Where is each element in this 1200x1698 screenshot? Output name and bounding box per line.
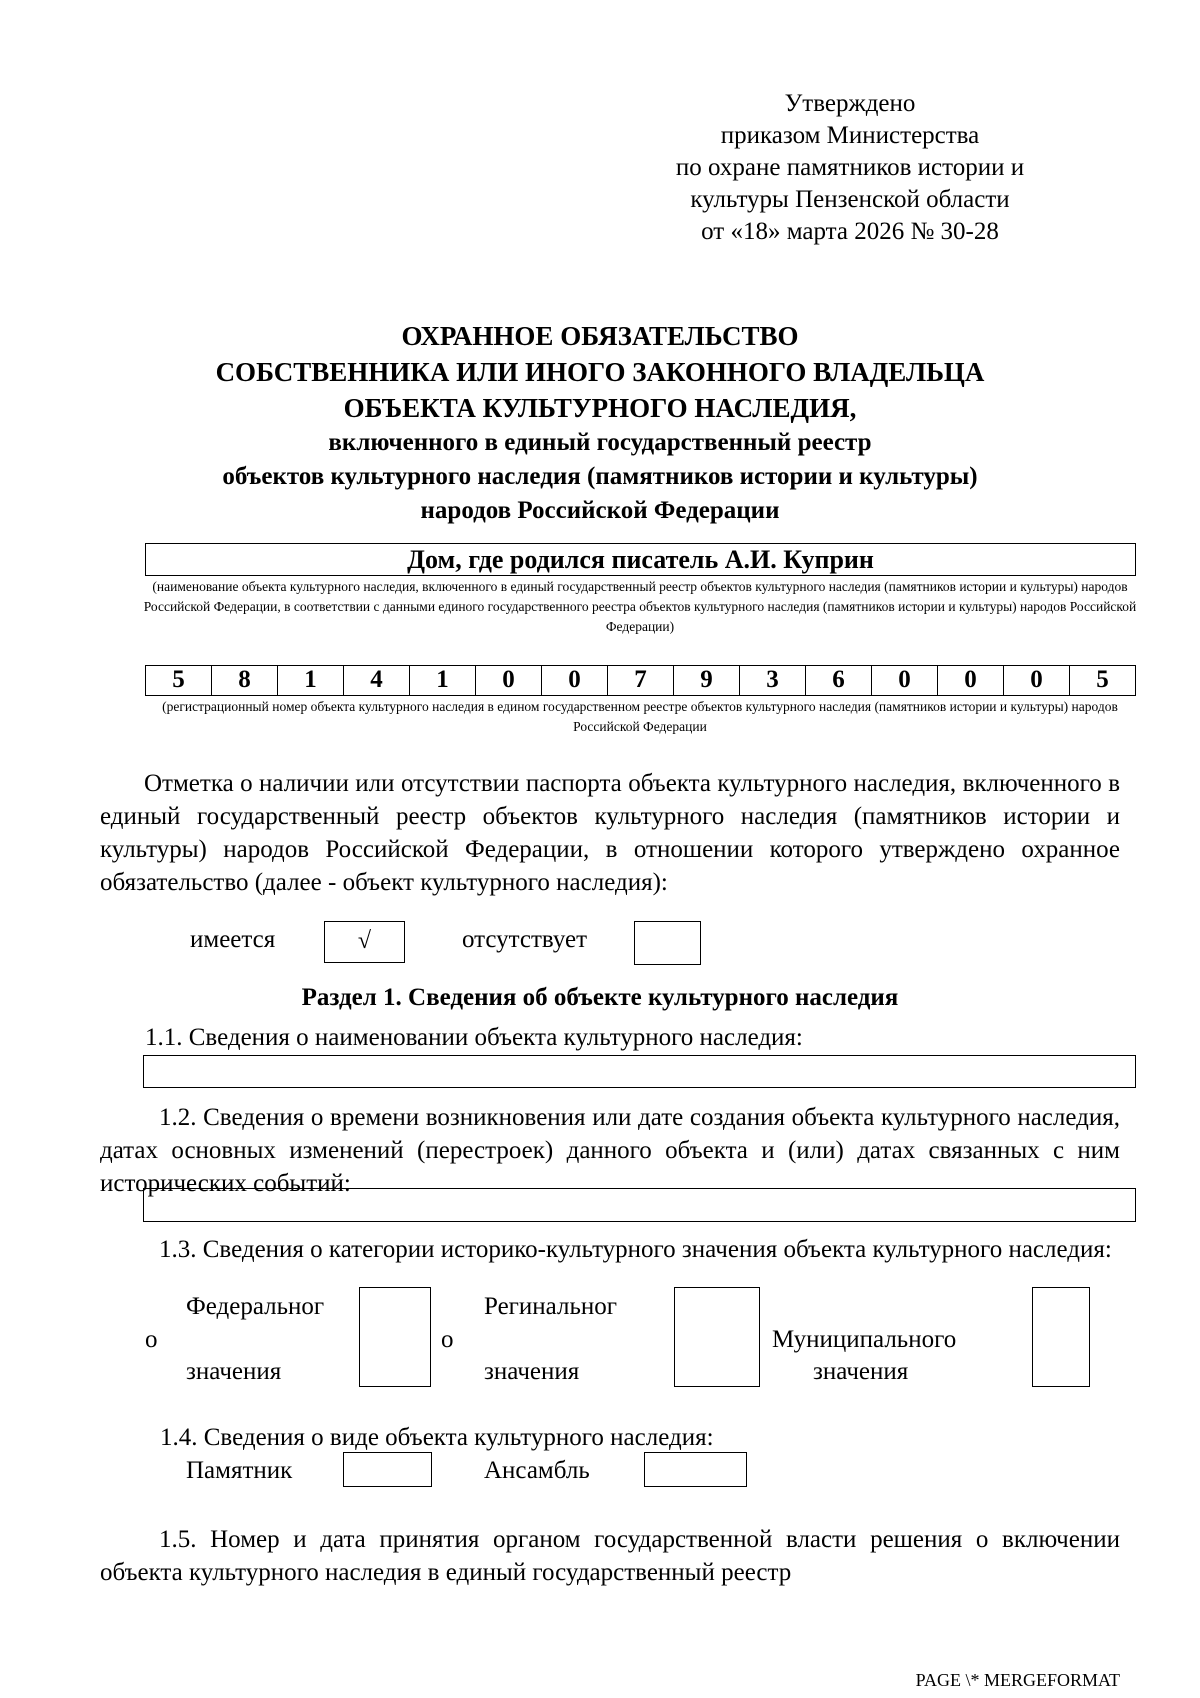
category-federal-label-2: значения bbox=[186, 1358, 282, 1385]
registration-number-grid bbox=[145, 665, 1136, 696]
passport-absent-checkbox[interactable] bbox=[634, 921, 701, 965]
passport-exists-label: имеется bbox=[190, 926, 276, 953]
category-regional-label: Регинальног bbox=[484, 1293, 618, 1320]
approval-line: по охране памятников истории и bbox=[675, 154, 1025, 181]
subtitle-line: объектов культурного наследия (памятников истории и культуры) bbox=[222, 463, 978, 490]
registration-digit: 1 bbox=[278, 666, 344, 695]
category-municipal-label-2: значения bbox=[813, 1358, 909, 1385]
kind-ensemble-label: Ансамбль bbox=[484, 1457, 590, 1484]
subtitle-line: народов Российской Федерации bbox=[420, 497, 780, 524]
title-line: ОБЪЕКТА КУЛЬТУРНОГО НАСЛЕДИЯ, bbox=[343, 393, 857, 423]
registration-digit: 3 bbox=[740, 666, 806, 695]
object-naming-field[interactable] bbox=[143, 1055, 1136, 1088]
registration-digit: 8 bbox=[212, 666, 278, 695]
category-municipal-label: Муниципального bbox=[772, 1326, 957, 1353]
category-regional-label-2: значения bbox=[484, 1358, 580, 1385]
passport-exists-checkbox[interactable]: √ bbox=[324, 921, 405, 963]
registration-digit: 7 bbox=[608, 666, 674, 695]
item-1-3-label: 1.3. Сведения о категории историко-культурного значения объекта культурного наследия: bbox=[159, 1236, 1112, 1263]
registration-digit: 0 bbox=[1004, 666, 1070, 695]
registration-digit: 0 bbox=[542, 666, 608, 695]
page-footer: PAGE \* MERGEFORMAT bbox=[915, 1670, 1120, 1690]
approval-stamp bbox=[640, 88, 1060, 248]
registration-digit: 5 bbox=[146, 666, 212, 695]
kind-monument-label: Памятник bbox=[186, 1457, 293, 1484]
registration-digit: 0 bbox=[872, 666, 938, 695]
category-municipal-checkbox[interactable] bbox=[1032, 1287, 1090, 1387]
category-regional-checkbox[interactable] bbox=[674, 1287, 760, 1387]
object-dates-field[interactable] bbox=[143, 1188, 1136, 1222]
item-1-4-label: 1.4. Сведения о виде объекта культурного наследия: bbox=[160, 1424, 714, 1451]
subtitle-line: включенного в единый государственный реестр bbox=[328, 429, 872, 456]
category-federal-checkbox[interactable] bbox=[359, 1287, 431, 1387]
passport-note: Отметка о наличии или отсутствии паспорта объекта культурного наследия, включенного в единый государственный реестр объектов культурного наследия (памятников истории и культуры) народов Российской Федерации, в отношении которого утверждено охранное обязательство (далее - объект культурного наследия): bbox=[100, 770, 1120, 896]
category-federal-label-tail: о bbox=[145, 1326, 158, 1353]
section-1-heading: Раздел 1. Сведения об объекте культурного наследия bbox=[301, 984, 899, 1011]
approval-line: Утверждено bbox=[784, 90, 916, 117]
document-subtitle bbox=[100, 426, 1100, 528]
registration-digit: 6 bbox=[806, 666, 872, 695]
object-name-field: Дом, где родился писатель А.И. Куприн bbox=[145, 543, 1136, 576]
registration-digit: 4 bbox=[344, 666, 410, 695]
registration-digit: 5 bbox=[1096, 666, 1109, 693]
passport-absent-label: отсутствует bbox=[462, 926, 588, 953]
kind-ensemble-checkbox[interactable] bbox=[644, 1452, 747, 1487]
kind-monument-checkbox[interactable] bbox=[343, 1452, 432, 1487]
document-title bbox=[100, 318, 1100, 426]
approval-line: от «18» марта 2026 № 30-28 bbox=[701, 218, 999, 245]
registration-digit: 9 bbox=[674, 666, 740, 695]
registration-caption: (регистрационный номер объекта культурного наследия в едином государственном реестре объектов культурного наследия (памятников истории и культуры) народов Российской Федерации bbox=[162, 699, 1118, 734]
item-1-5-label: 1.5. Номер и дата принятия органом государственной власти решения о включении объекта культурного наследия в единый государственный реестр bbox=[100, 1526, 1120, 1586]
registration-digit: 1 bbox=[410, 666, 476, 695]
item-1-2-label: 1.2. Сведения о времени возникновения или дате создания объекта культурного наследия, датах основных изменений (перестроек) данного объекта и (или) датах связанных с ним исторических событий: bbox=[100, 1104, 1120, 1197]
approval-line: культуры Пензенской области bbox=[690, 186, 1010, 213]
category-regional-label-tail: о bbox=[441, 1326, 454, 1353]
title-line: СОБСТВЕННИКА ИЛИ ИНОГО ЗАКОННОГО ВЛАДЕЛЬЦА bbox=[215, 357, 985, 387]
title-line: ОХРАННОЕ ОБЯЗАТЕЛЬСТВО bbox=[401, 321, 799, 351]
object-name-caption: (наименование объекта культурного наследия, включенного в единый государственный реестр объектов культурного наследия (памятников истории и культуры) народов Российской Федерации, в соответствии с данными единого государственного реестра объектов культурного наследия (памятников истории и культуры) народов Российской Федерации) bbox=[143, 579, 1137, 634]
registration-digit: 0 bbox=[476, 666, 542, 695]
item-1-1-label: 1.1. Сведения о наименовании объекта культурного наследия: bbox=[145, 1024, 803, 1051]
approval-line: приказом Министерства bbox=[720, 122, 980, 149]
category-federal-label: Федеральног bbox=[186, 1293, 325, 1320]
registration-digit: 0 bbox=[938, 666, 1004, 695]
